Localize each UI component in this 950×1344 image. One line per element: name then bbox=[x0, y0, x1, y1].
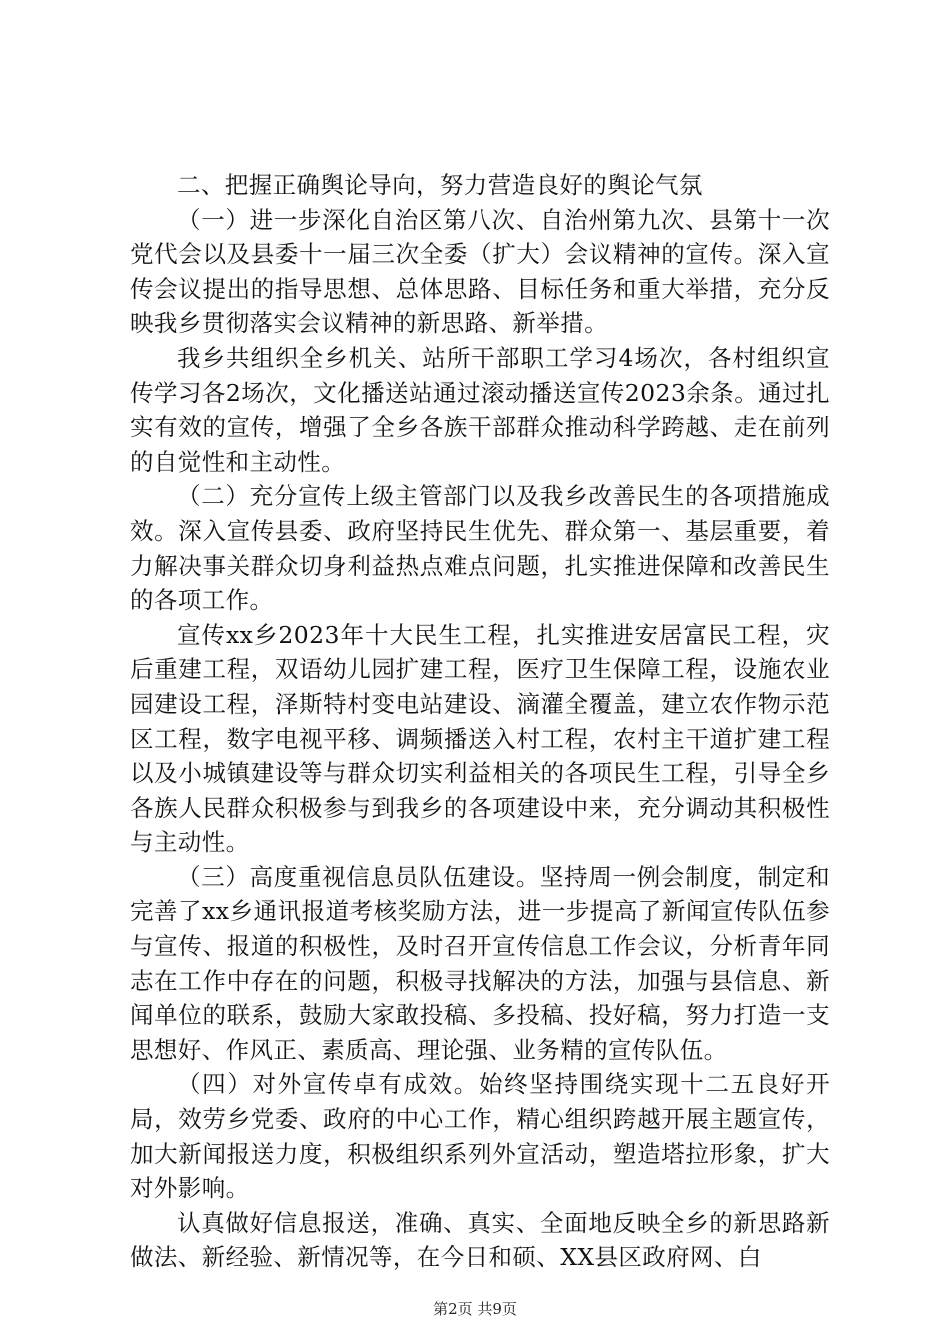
paragraph: （四）对外宣传卓有成效。始终坚持围绕实现十二五良好开局，效劳乡党委、政府的中心工作，精心组织跨越开展主题宣传，加大新闻报送力度，积极组织系列外宣活动，塑造塔拉形象，扩大对外影响。 bbox=[130, 1070, 830, 1203]
paragraph: 认真做好信息报送，准确、真实、全面地反映全乡的新思路新做法、新经验、新情况等，在今日和硕、XX县区政府网、白 bbox=[130, 1208, 830, 1272]
paragraph: （一）进一步深化自治区第八次、自治州第九次、县第十一次党代会以及县委十一届三次全委（扩大）会议精神的宣传。深入宣传会议提出的指导思想、总体思路、目标任务和重大举措，充分反映我乡贯彻落实会议精神的新思路、新举措。 bbox=[130, 205, 830, 338]
paragraph: （二）充分宣传上级主管部门以及我乡改善民生的各项措施成效。深入宣传县委、政府坚持民生优先、群众第一、基层重要，着力解决事关群众切身利益热点难点问题，扎实推进保障和改善民生的各项工作。 bbox=[130, 482, 830, 615]
paragraph: 宣传xx乡2023年十大民生工程，扎实推进安居富民工程，灾后重建工程，双语幼儿园扩建工程，医疗卫生保障工程，设施农业园建设工程，泽斯特村变电站建设、滴灌全覆盖，建立农作物示范区工程，数字电视平移、调频播送入村工程，农村主干道扩建工程以及小城镇建设等与群众切实利益相关的各项民生工程，引导全乡各族人民群众积极参与到我乡的各项建设中来，充分调动其积极性与主动性。 bbox=[130, 620, 830, 857]
paragraph: 我乡共组织全乡机关、站所干部职工学习4场次，各村组织宣传学习各2场次，文化播送站通过滚动播送宣传2023余条。通过扎实有效的宣传，增强了全乡各族干部群众推动科学跨越、走在前列的自觉性和主动性。 bbox=[130, 343, 830, 476]
section-heading: 二、把握正确舆论导向，努力营造良好的舆论气氛 bbox=[177, 171, 703, 199]
page-number-footer: 第2页 共9页 bbox=[433, 1300, 517, 1318]
paragraph: （三）高度重视信息员队伍建设。坚持周一例会制度，制定和完善了xx乡通讯报道考核奖励方法，进一步提高了新闻宣传队伍参与宣传、报道的积极性，及时召开宣传信息工作会议，分析青年同志在工作中存在的问题，积极寻找解决的方法，加强与县信息、新闻单位的联系，鼓励大家敢投稿、多投稿、投好稿，努力打造一支思想好、作风正、素质高、理论强、业务精的宣传队伍。 bbox=[130, 862, 830, 1064]
document-body bbox=[130, 168, 830, 1275]
